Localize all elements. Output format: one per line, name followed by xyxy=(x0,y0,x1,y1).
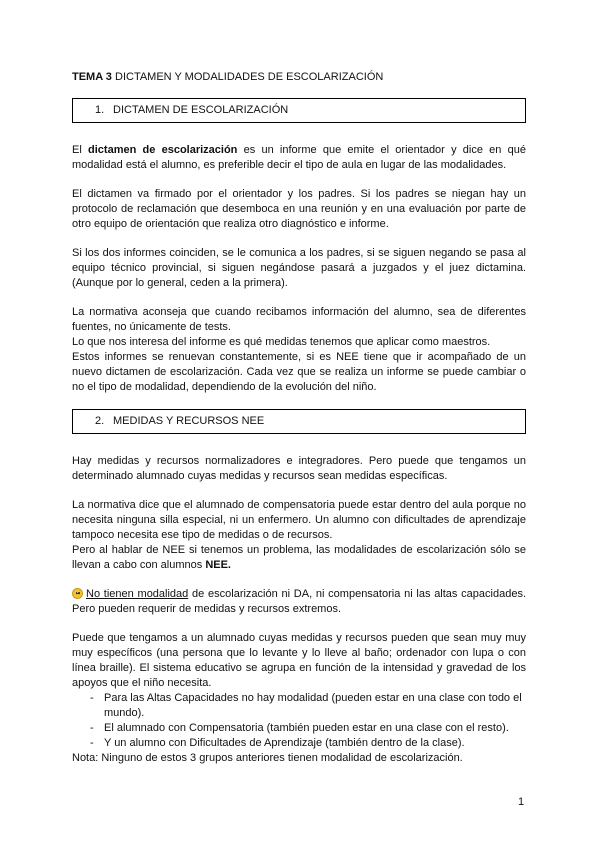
page-number: 1 xyxy=(518,796,525,808)
s2p3-underline: No tienen modalidad xyxy=(86,588,189,600)
list-dash: - xyxy=(90,722,94,734)
s2p3-rest: de escolarización ni DA, ni compensatoria ni las altas capacidades. Pero pueden requerir de medidas y recursos extremos. xyxy=(72,588,527,615)
s2p2b-pre: Pero al hablar de NEE si tenemos un problema, las modalidades de escolarización sólo se llevan a cabo con alumnos xyxy=(72,544,526,571)
section2-paragraph-2b xyxy=(72,543,526,573)
title-rest: DICTAMEN Y MODALIDADES DE ESCOLARIZACIÓN xyxy=(111,71,384,83)
section2-heading-box xyxy=(72,409,526,434)
list-item xyxy=(92,691,526,721)
section1-heading: DICTAMEN DE ESCOLARIZACIÓN xyxy=(113,104,289,116)
list-item-text: El alumnado con Compensatoria (también pueden estar en una clase con el resto). xyxy=(104,722,509,734)
document-content xyxy=(72,70,526,766)
section2-list xyxy=(72,691,526,751)
section1-paragraph-3: Si los dos informes coinciden, se le comunica a los padres, si se siguen negando se pasa al equipo técnico provincial, si siguen negándose pasará a juzgados y el juez dictamina. (Aunque por lo general, ceden a la primera). xyxy=(72,247,526,289)
list-item-text: Y un alumno con Dificultades de Aprendizaje (también dentro de la clase). xyxy=(104,737,465,749)
list-item-text: Para las Altas Capacidades no hay modalidad (pueden estar en una clase con todo el mundo). xyxy=(104,692,522,719)
section1-paragraph-4b: Lo que nos interesa del informe es qué medidas tenemos que aplicar como maestros. xyxy=(72,336,491,348)
list-item xyxy=(92,736,526,751)
section1-paragraph-2: El dictamen va firmado por el orientador y los padres. Si los padres se niegan hay un protocolo de reclamación que desemboca en una reunión y en una evaluación por parte de otro equipo de orientación que realiza otro diagnóstico e informe. xyxy=(72,188,526,230)
section2-paragraph-2a: La normativa dice que el alumnado de compensatoria puede estar dentro del aula porque no necesita ninguna silla especial, ni un enfermero. Un alumno con dificultades de aprendizaje tampoco necesita ese tipo de medidas o de recursos. xyxy=(72,499,526,541)
section2-heading: MEDIDAS Y RECURSOS NEE xyxy=(113,415,265,427)
section2-number: 2. xyxy=(95,415,105,427)
section2-paragraph-1: Hay medidas y recursos normalizadores e integradores. Pero puede que tengamos un determinado alumnado cuyas medidas y recursos sean medidas específicas. xyxy=(72,455,526,482)
s2p2b-bold: NEE. xyxy=(205,559,231,571)
list-item xyxy=(92,721,526,736)
section2-paragraph-3 xyxy=(72,587,526,617)
section1-number: 1. xyxy=(95,104,105,116)
s1p1-pre: El xyxy=(72,144,89,156)
section1-heading-box xyxy=(72,98,526,123)
slightly-frowning-face-icon xyxy=(72,588,83,599)
section1-paragraph-4c: Estos informes se renuevan constantemente, si es NEE tiene que ir acompañado de un nuevo dictamen de escolarización. Cada vez que se realiza un informe se puede cambiar o no el tipo de modalidad, dependiendo de la evolución del niño. xyxy=(72,351,526,393)
list-dash: - xyxy=(90,737,94,749)
section2-paragraph-4: Puede que tengamos a un alumnado cuyas medidas y recursos pueden que sean muy muy muy específicos (una persona que lo levante y lo lleve al baño; ordenador con lupa o con línea braille). El sistema educativo se agrupa en función de la intensidad y gravedad de los apoyos que el niño necesita. xyxy=(72,632,526,689)
section1-paragraph-1 xyxy=(72,143,526,173)
document-title xyxy=(72,70,526,85)
title-bold: TEMA 3 xyxy=(72,71,112,83)
section2-note: Nota: Ninguno de estos 3 grupos anteriores tienen modalidad de escolarización. xyxy=(72,752,463,764)
section1-paragraph-4a: La normativa aconseja que cuando recibamos información del alumno, sea de diferentes fuentes, no únicamente de tests. xyxy=(72,306,526,333)
s1p1-bold: dictamen de escolarización xyxy=(88,144,238,156)
list-dash: - xyxy=(90,692,94,704)
s1p1-post: es un informe que emite el orientador y dice en qué modalidad está el alumno, es preferible decir el tipo de aula en lugar de las modalidades. xyxy=(72,144,526,171)
